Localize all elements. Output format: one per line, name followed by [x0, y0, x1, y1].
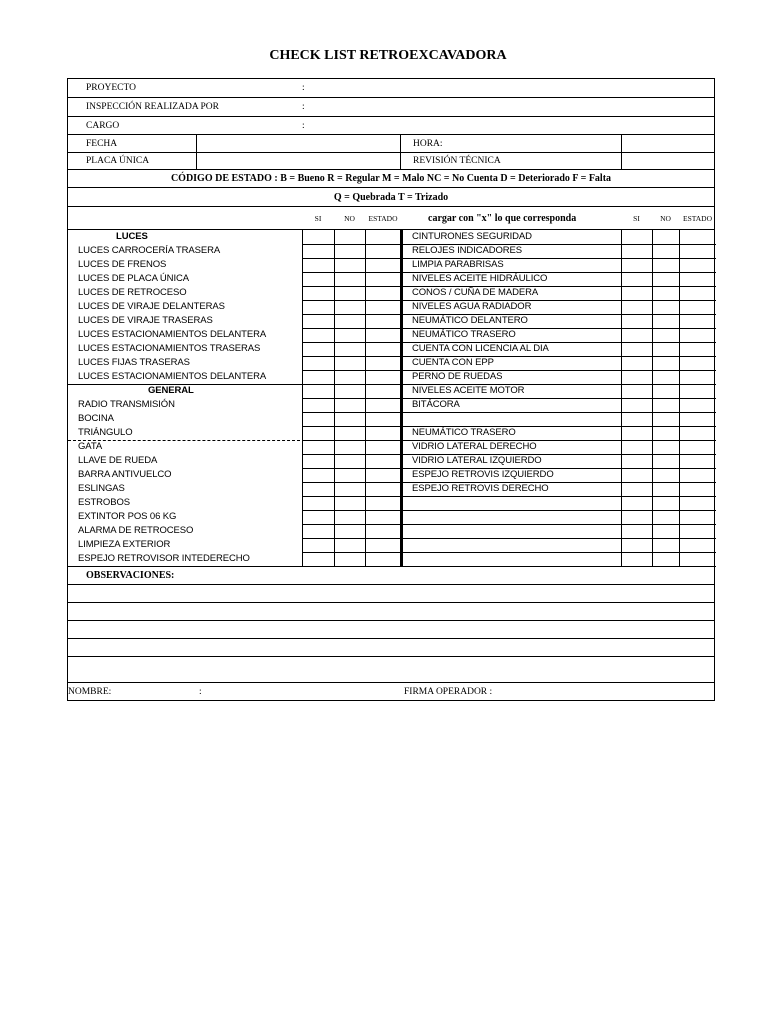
col-estado: ESTADO	[368, 214, 398, 223]
col-si-right: SI	[633, 214, 640, 223]
left-item: LLAVE DE RUEDA	[78, 455, 158, 466]
right-item: NEUMÁTICO TRASERO	[412, 329, 516, 340]
left-item: TRIÁNGULO	[78, 427, 133, 438]
left-item: LUCES ESTACIONAMIENTOS TRASERAS	[78, 343, 261, 354]
right-item: NIVELES ACEITE HIDRÁULICO	[412, 273, 548, 284]
observaciones-line[interactable]	[68, 621, 714, 639]
placa-label: PLACA ÚNICA	[86, 156, 150, 166]
observaciones-line[interactable]	[68, 585, 714, 603]
nombre-label: NOMBRE:	[68, 687, 112, 697]
right-item: NEUMÁTICO DELANTERO	[412, 315, 528, 326]
firma-operador-label: FIRMA OPERADOR :	[404, 687, 493, 697]
left-item: GENERAL	[148, 385, 194, 396]
placa-row	[68, 153, 714, 170]
right-item: NEUMÁTICO TRASERO	[412, 427, 516, 438]
hora-label: HORA:	[413, 139, 443, 149]
fecha-row	[68, 135, 714, 153]
right-item: CONOS / CUÑA DE MADERA	[412, 287, 539, 298]
codes-row-2	[68, 188, 714, 207]
col-no: NO	[344, 214, 355, 223]
left-item: LUCES ESTACIONAMIENTOS DELANTERA	[78, 371, 267, 382]
inspeccion-label: INSPECCIÓN REALIZADA POR	[86, 102, 220, 112]
left-item: ESTROBOS	[78, 497, 130, 508]
left-item: BARRA ANTIVUELCO	[78, 469, 172, 480]
codes-row-1	[68, 170, 714, 188]
right-item: ESPEJO RETROVIS DERECHO	[412, 483, 549, 494]
right-item: PERNO DE RUEDAS	[412, 371, 503, 382]
col-estado-right: ESTADO	[683, 214, 712, 223]
colon: :	[302, 121, 305, 131]
observaciones-line[interactable]	[68, 603, 714, 621]
right-item: NIVELES AGUA RADIADOR	[412, 301, 532, 312]
left-item: RADIO TRANSMISIÓN	[78, 399, 175, 410]
left-item: EXTINTOR POS 06 KG	[78, 511, 177, 522]
left-item: LUCES DE RETROCESO	[78, 287, 187, 298]
page-title: CHECK LIST RETROEXCAVADORA	[269, 48, 507, 63]
colon: :	[302, 83, 305, 93]
column-header-row	[68, 207, 714, 230]
observaciones-label: OBSERVACIONES:	[86, 570, 175, 581]
col-no-right: NO	[660, 214, 671, 223]
left-item: LIMPIEZA EXTERIOR	[78, 539, 171, 550]
left-item: ESLINGAS	[78, 483, 125, 494]
left-item: LUCES DE PLACA ÚNICA	[78, 273, 189, 284]
left-item: LUCES DE VIRAJE TRASERAS	[78, 315, 213, 326]
left-item: LUCES	[116, 231, 148, 242]
revision-label: REVISIÓN TÉCNICA	[413, 156, 501, 166]
proyecto-row[interactable]	[68, 79, 714, 98]
proyecto-label: PROYECTO	[86, 83, 136, 93]
footer-row	[68, 683, 714, 700]
right-item: VIDRIO LATERAL DERECHO	[412, 441, 537, 452]
right-item: CUENTA CON EPP	[412, 357, 494, 368]
right-item: VIDRIO LATERAL IZQUIERDO	[412, 455, 542, 466]
left-item: LUCES ESTACIONAMIENTOS DELANTERA	[78, 329, 267, 340]
state-codes-legend: CÓDIGO DE ESTADO : B = Bueno R = Regular M = Malo NC = No Cuenta D = Deteriorado F = Falta	[170, 173, 612, 184]
right-item: ESPEJO RETROVIS IZQUIERDO	[412, 469, 554, 480]
right-item: NIVELES ACEITE MOTOR	[412, 385, 525, 396]
observaciones-row	[68, 566, 714, 585]
colon: :	[199, 687, 202, 697]
right-item: LIMPIA PARABRISAS	[412, 259, 504, 270]
cargo-row[interactable]	[68, 117, 714, 135]
checklist-form	[67, 78, 715, 701]
right-item: BITÁCORA	[412, 399, 460, 410]
fecha-label: FECHA	[86, 139, 118, 149]
left-item: LUCES DE FRENOS	[78, 259, 167, 270]
left-item: GATA	[78, 441, 103, 452]
left-item: LUCES FIJAS TRASERAS	[78, 357, 190, 368]
left-item: ALARMA DE RETROCESO	[78, 525, 194, 536]
left-item: LUCES DE VIRAJE DELANTERAS	[78, 301, 225, 312]
right-item: CUENTA CON LICENCIA AL DIA	[412, 343, 549, 354]
observaciones-line[interactable]	[68, 657, 714, 683]
colon: :	[302, 102, 305, 112]
left-item: BOCINA	[78, 413, 114, 424]
right-col-header: cargar con "x" lo que corresponda	[428, 213, 577, 224]
observaciones-line[interactable]	[68, 639, 714, 657]
col-si: SI	[314, 214, 322, 223]
cargo-label: CARGO	[86, 121, 120, 131]
inspeccion-row[interactable]	[68, 98, 714, 117]
right-item: RELOJES INDICADORES	[412, 245, 523, 256]
left-item: LUCES CARROCERÍA TRASERA	[78, 245, 221, 256]
left-item: ESPEJO RETROVISOR INTEDERECHO	[78, 553, 250, 564]
state-codes-legend-2: Q = Quebrada T = Trizado	[333, 192, 449, 203]
right-item: CINTURONES SEGURIDAD	[412, 231, 532, 242]
